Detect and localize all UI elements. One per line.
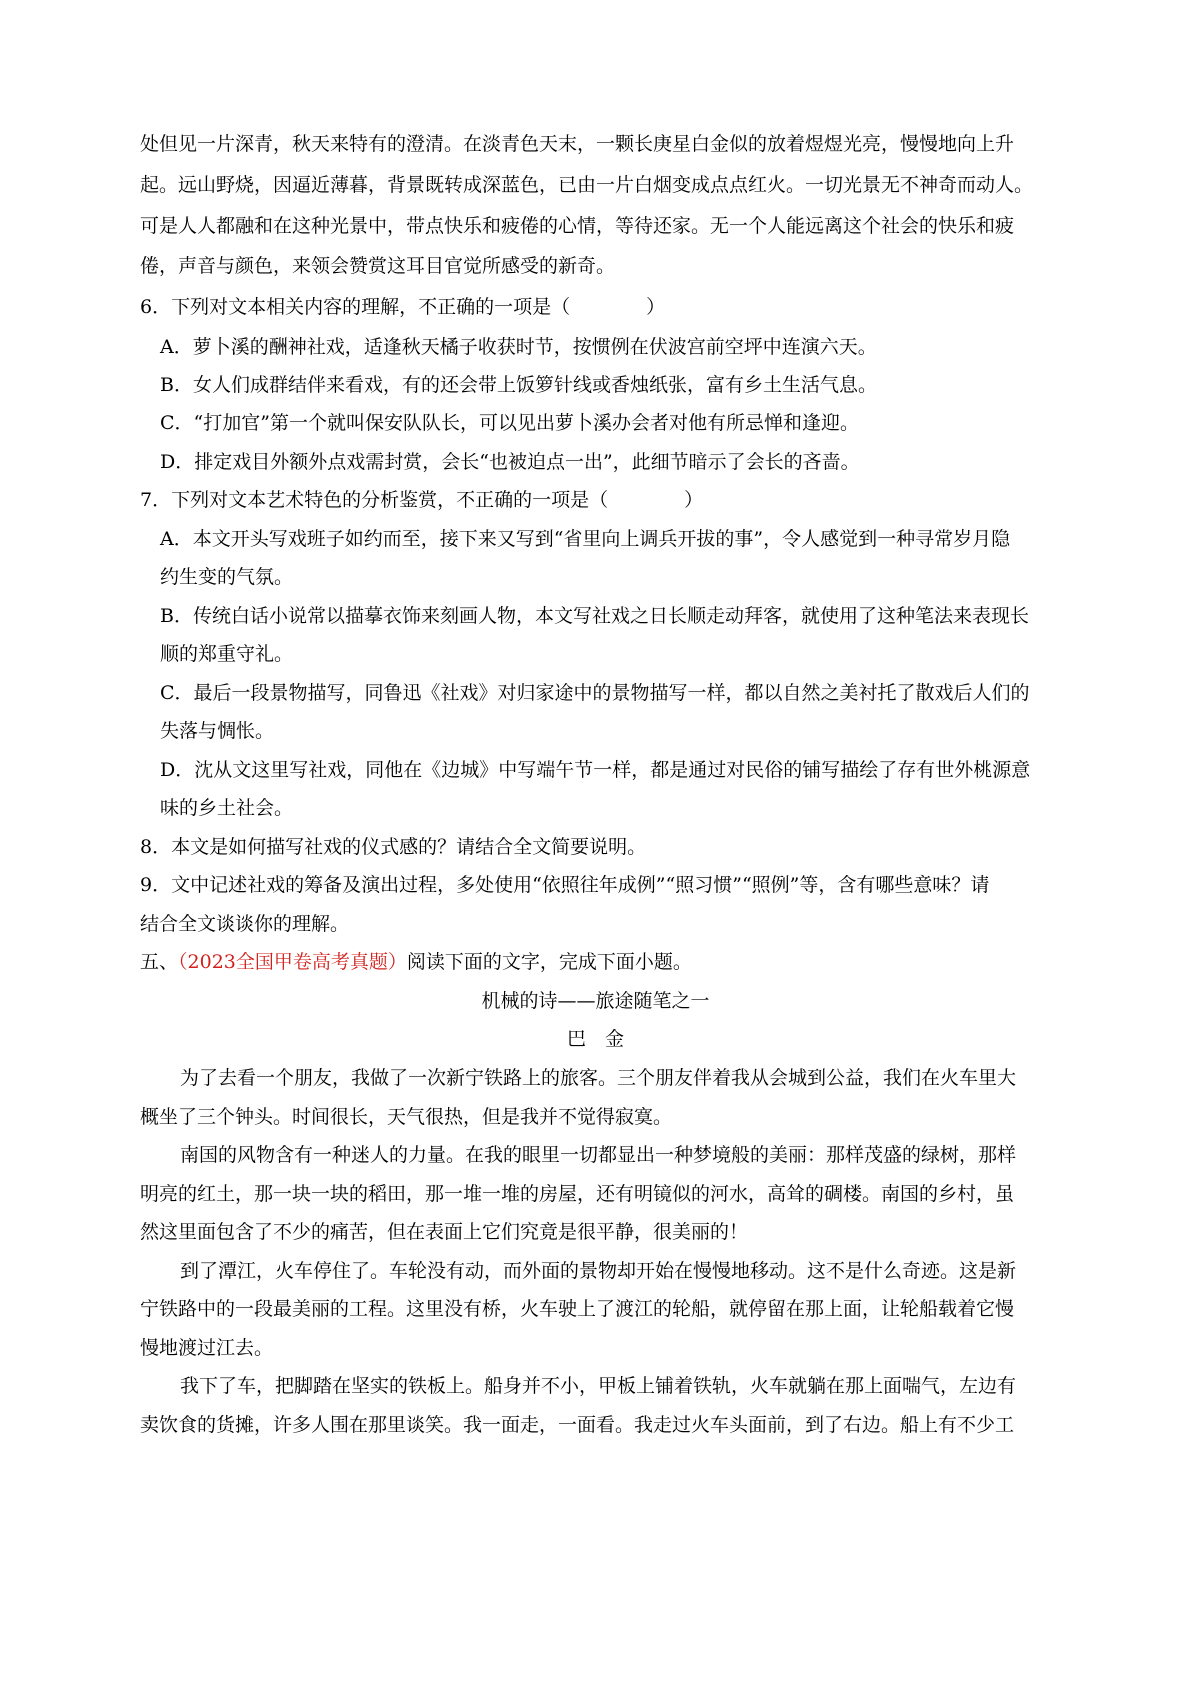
question-7-option-d-cont: 味的乡土社会。: [160, 797, 294, 819]
paragraph-line: 慢地渡过江去。: [140, 1337, 274, 1359]
paragraph-line: 宁铁路中的一段最美丽的工程。这里没有桥，火车驶上了渡江的轮船，就停留在那上面，让轮船载着它慢: [140, 1298, 1015, 1320]
question-7-option-b: B．传统白话小说常以描摹衣饰来刻画人物，本文写社戏之日长顺走动拜客，就使用了这种笔法来表现长: [160, 605, 1029, 627]
question-9-cont: 结合全文谈谈你的理解。: [140, 913, 350, 935]
question-7-option-a: A．本文开头写戏班子如约而至，接下来又写到“省里向上调兵开拔的事”，令人感觉到一种寻常岁月隐: [160, 528, 1011, 550]
question-6-option-d: D．排定戏目外额外点戏需封赏，会长“也被迫点一出”，此细节暗示了会长的吝啬。: [160, 451, 860, 473]
paragraph-line: 卖饮食的货摊，许多人围在那里谈笑。我一面走，一面看。我走过火车头面前，到了右边。船上有不少工: [140, 1414, 1015, 1436]
section-5-instruction: 阅读下面的文字，完成下面小题。: [406, 951, 692, 973]
paragraph-line: 然这里面包含了不少的痛苦，但在表面上它们究竟是很平静，很美丽的！: [140, 1221, 749, 1243]
exam-source: （2023全国甲卷高考真题）: [178, 951, 407, 973]
section-5-heading: [140, 949, 692, 975]
article-author: 巴 金: [566, 1028, 624, 1050]
paragraph-line: 南国的风物含有一种迷人的力量。在我的眼里一切都显出一种梦境般的美丽：那样茂盛的绿树，那样: [180, 1144, 1017, 1166]
passage-line: 倦，声音与颜色，来领会赞赏这耳目官觉所感受的新奇。: [140, 255, 616, 277]
question-7-stem: 7．下列对文本艺术特色的分析鉴赏，不正确的一项是（ ）: [140, 489, 704, 511]
question-7-option-c-cont: 失落与惆怅。: [160, 720, 275, 742]
question-8: 8．本文是如何描写社戏的仪式感的？请结合全文简要说明。: [140, 836, 647, 858]
paragraph-line: 到了潭江，火车停住了。车轮没有动，而外面的景物却开始在慢慢地移动。这不是什么奇迹。这是新: [180, 1260, 1017, 1282]
paragraph-line: 我下了车，把脚踏在坚实的铁板上。船身并不小，甲板上铺着铁轨，火车就躺在那上面喘气，左边有: [180, 1375, 1017, 1397]
passage-line: 可是人人都融和在这种光景中，带点快乐和疲倦的心情，等待还家。无一个人能远离这个社会的快乐和疲: [140, 215, 1015, 237]
passage-line: 起。远山野烧，因逼近薄暮，背景既转成深蓝色，已由一片白烟变成点点红火。一切光景无不神奇而动人。: [140, 174, 1034, 196]
section-5-prefix: 五、: [140, 951, 179, 973]
question-7-option-c: C．最后一段景物描写，同鲁迅《社戏》对归家途中的景物描写一样，都以自然之美衬托了散戏后人们的: [160, 682, 1030, 704]
question-7-option-a-cont: 约生变的气氛。: [160, 566, 294, 588]
question-6-stem: 6．下列对文本相关内容的理解，不正确的一项是（ ）: [140, 296, 666, 318]
question-9: 9．文中记述社戏的筹备及演出过程，多处使用“依照往年成例”“照习惯”“照例”等，含有哪些意味？请: [140, 874, 990, 896]
paragraph-line: 概坐了三个钟头。时间很长，天气很热，但是我并不觉得寂寞。: [140, 1106, 673, 1128]
question-6-option-a: A．萝卜溪的酬神社戏，适逢秋天橘子收获时节，按惯例在伏波宫前空坪中连演六天。: [160, 336, 877, 358]
paragraph-line: 为了去看一个朋友，我做了一次新宁铁路上的旅客。三个朋友伴着我从会城到公益，我们在火车里大: [180, 1067, 1017, 1089]
question-7-option-b-cont: 顺的郑重守礼。: [160, 643, 294, 665]
article-title: 机械的诗——旅途随笔之一: [481, 990, 710, 1012]
question-6-option-c: C．“打加官”第一个就叫保安队队长，可以见出萝卜溪办会者对他有所忌惮和逢迎。: [160, 412, 859, 434]
question-7-option-d: D．沈从文这里写社戏，同他在《边城》中写端午节一样，都是通过对民俗的铺写描绘了存有世外桃源意: [160, 759, 1031, 781]
paragraph-line: 明亮的红土，那一块一块的稻田，那一堆一堆的房屋，还有明镜似的河水，高耸的碉楼。南国的乡村，虽: [140, 1183, 1015, 1205]
question-6-option-b: B．女人们成群结伴来看戏，有的还会带上饭箩针线或香烛纸张，富有乡土生活气息。: [160, 374, 877, 396]
passage-line: 处但见一片深青，秋天来特有的澄清。在淡青色天末，一颗长庚星白金似的放着煜煜光亮，慢慢地向上升: [140, 133, 1015, 155]
